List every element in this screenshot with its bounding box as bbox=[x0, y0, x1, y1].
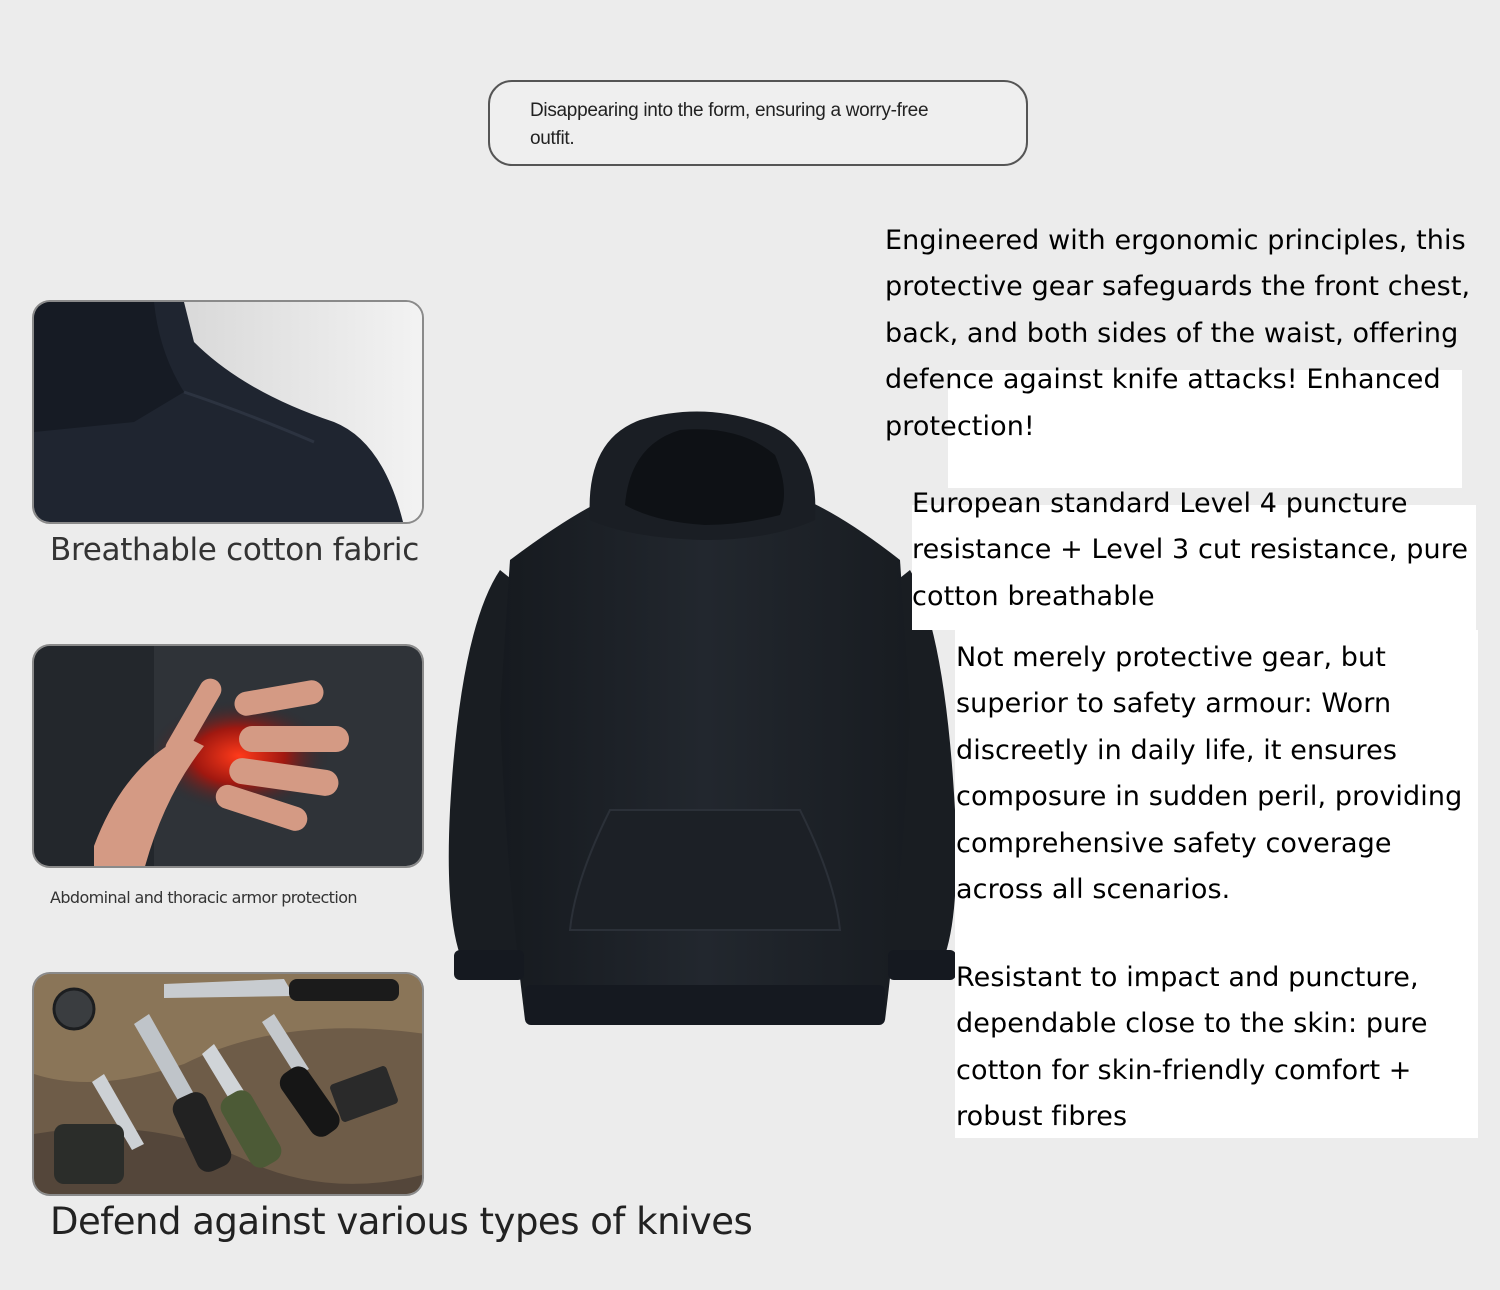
feature-caption-knives: Defend against various types of knives bbox=[50, 1200, 753, 1243]
feature-caption-fabric: Breathable cotton fabric bbox=[50, 532, 419, 568]
knives-image bbox=[32, 972, 424, 1196]
description-impact: Resistant to impact and puncture, dependable close to the skin: pure cotton for skin-friendly comfort + robust fibres bbox=[956, 962, 1428, 1133]
description-discreet: Not merely protective gear, but superior to safety armour: Worn discreetly in daily life, it ensures composure in sudden peril, providing comprehensive safety coverage across all scenarios. bbox=[956, 642, 1463, 906]
feature-caption-armor: Abdominal and thoracic armor protection bbox=[50, 888, 357, 907]
banner bbox=[488, 80, 1028, 166]
hoodie-image bbox=[440, 410, 970, 1034]
description-ergonomic: Engineered with ergonomic principles, this protective gear safeguards the front chest, back, and both sides of the waist, offering defence against knife attacks! Enhanced protection! bbox=[885, 225, 1471, 442]
description-standard: European standard Level 4 puncture resistance + Level 3 cut resistance, pure cotton breathable bbox=[912, 488, 1469, 612]
chest-protection-image bbox=[32, 644, 424, 868]
fabric-closeup-image bbox=[32, 300, 424, 524]
banner-text: Disappearing into the form, ensuring a worry-free outfit. bbox=[530, 100, 929, 149]
